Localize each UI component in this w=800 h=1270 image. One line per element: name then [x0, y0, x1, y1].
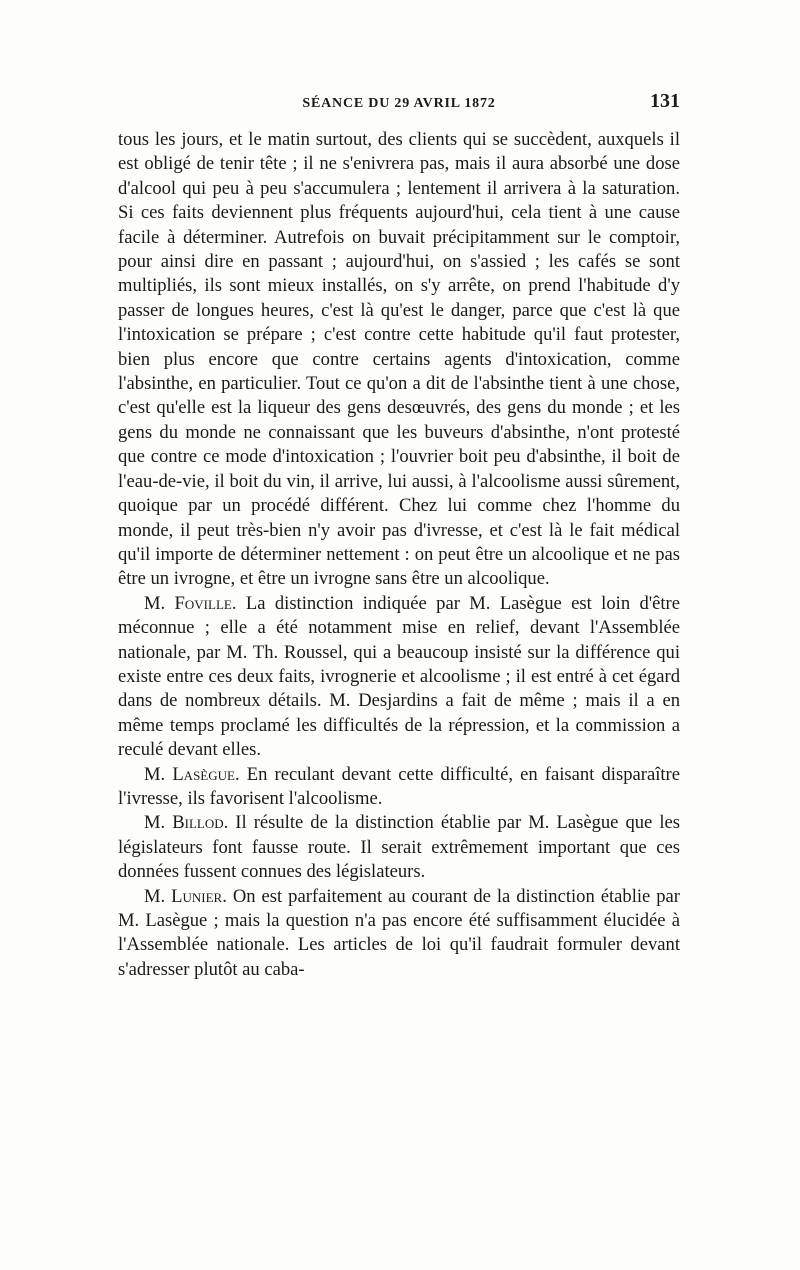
speaker-name: M. Lunier.	[144, 885, 227, 907]
header-session-date: SÉANCE DU 29 AVRIL 1872	[302, 96, 496, 111]
paragraph-lunier	[118, 885, 680, 983]
paragraph-text: tous les jours, et le matin surtout, des clients qui se succèdent, auxquels il est obligé de tenir tête ; il ne s'enivrera pas, mais il aura absorbé une dose d'alcool qui peu à peu s'accumulera ; lentement il arrivera à la saturation. Si ces faits deviennent plus fréquents aujourd'hui, cela tient à une cause facile à déterminer. Autrefois on buvait précipitamment sur le comptoir, pour ainsi dire en passant ; aujourd'hui, on s'assied ; les cafés se sont multipliés, ils sont mieux installés, on s'y arrête, on prend l'habitude d'y passer de longues heures, c'est là qu'est le danger, parce que c'est là que l'intoxication se prépare ; c'est contre cette habitude qu'il faut protester, bien plus encore que contre certains agents d'intoxication, comme l'absinthe, en particulier. Tout ce qu'on a dit de l'absinthe tient à une chose, c'est qu'elle est la liqueur des gens desœuvrés, des gens du monde ; et les gens du monde ne connaissant que les buveurs d'absinthe, n'ont protesté que contre ce mode d'intoxication ; l'ouvrier boit peu d'absinthe, il boit de l'eau-de-vie, il boit du vin, il arrive, lui aussi, à l'alcoolisme aussi sûrement, quoique par un procédé différent. Chez lui comme chez l'homme du monde, il peut très-bien n'y avoir pas d'ivresse, et c'est là le fait médical qu'il importe de déterminer nettement : on peut être un alcoolique et ne pas être un ivrogne, et être un ivrogne sans être un alcoolique.	[118, 129, 680, 590]
body-text	[118, 128, 680, 982]
paragraph-billod	[118, 811, 680, 884]
paragraph-lasegue	[118, 763, 680, 812]
speaker-name: M. Billod.	[144, 812, 229, 834]
speaker-name: M. Foville.	[144, 592, 237, 614]
paragraph-foville	[118, 592, 680, 763]
running-header	[118, 92, 680, 120]
page-header-title	[118, 92, 680, 112]
page-number: 131	[650, 90, 680, 112]
paragraph-text: En reculant devant cette difficulté, en faisant disparaître l'ivresse, ils favorisent l'alcoolisme.	[118, 763, 680, 809]
paragraph-text: La distinction indiquée par M. Lasègue est loin d'être méconnue ; elle a été notamment mise en relief, devant l'Assemblée nationale, par M. Th. Roussel, qui a beaucoup insisté sur la différence qui existe entre ces deux faits, ivrognerie et alcoolisme ; il est entré à cet égard dans de nombreux détails. M. Desjardins a fait de même ; mais il a en même temps proclamé les difficultés de la répression, et la commission a reculé devant elles.	[118, 592, 681, 761]
paragraph-text: On est parfaitement au courant de la distinction établie par M. Lasègue ; mais la question n'a pas encore été suffisamment élucidée à l'Assemblée nationale. Les articles de loi qu'il faudrait formuler devant s'adresser plutôt au caba-	[118, 885, 681, 980]
speaker-name: M. Lasègue.	[144, 763, 240, 785]
paragraph-text: Il résulte de la distinction établie par M. Lasègue que les législateurs font fausse route. Il serait extrêmement important que ces données fussent connues des législateurs.	[118, 812, 680, 883]
paragraph-continuation	[118, 128, 680, 592]
